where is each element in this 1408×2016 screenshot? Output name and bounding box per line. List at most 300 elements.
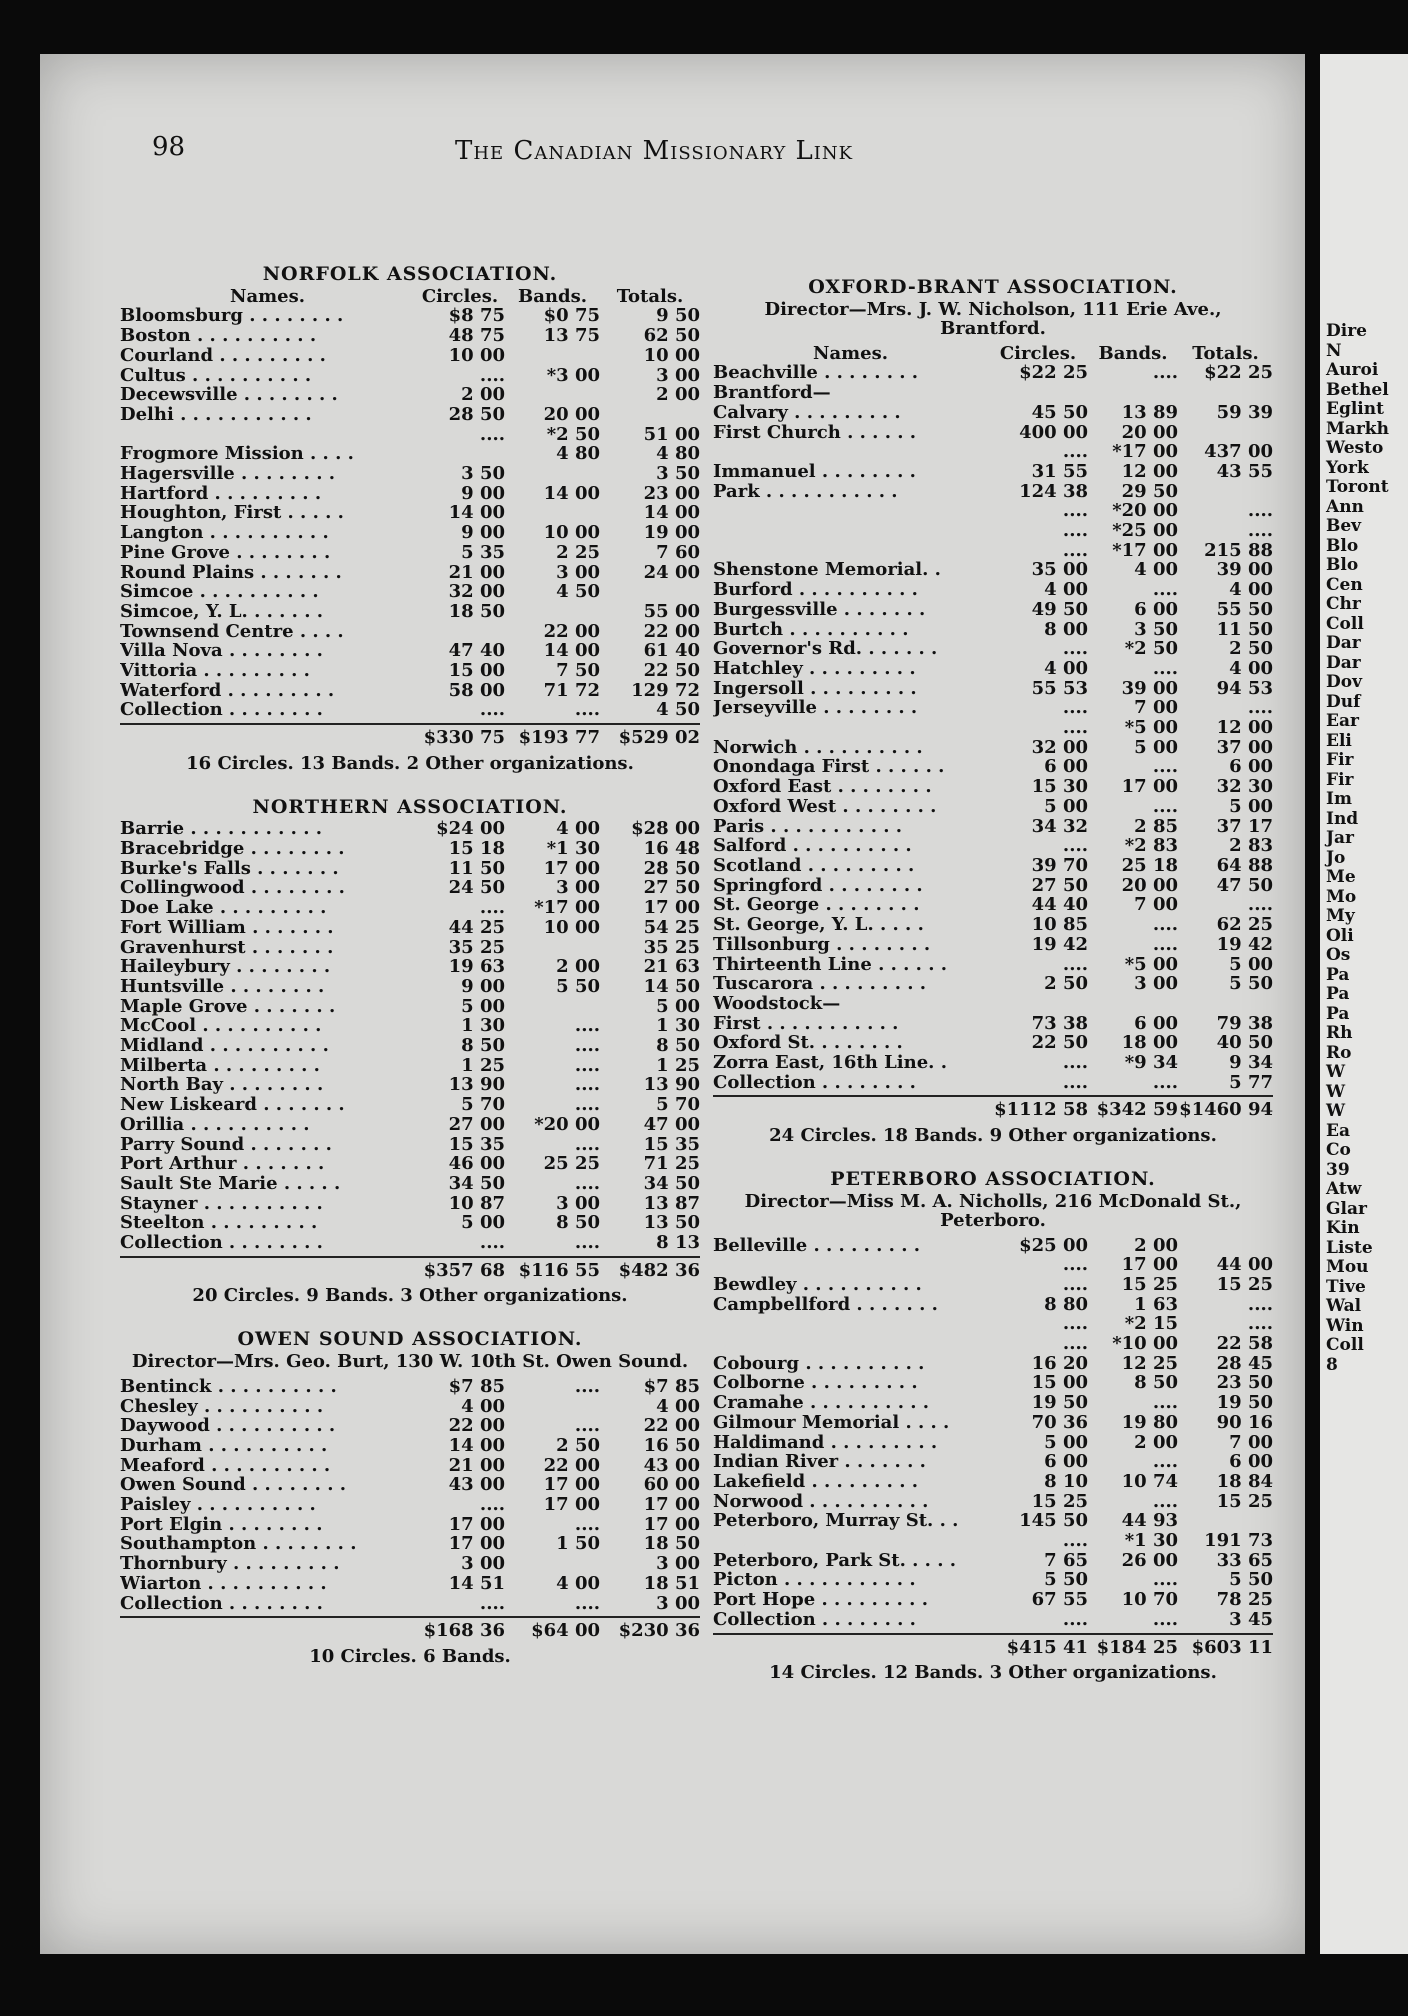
church-name: Houghton, First . . . . . [120, 503, 344, 524]
facing-page-fragment: Duf [1326, 691, 1361, 712]
facing-page-fragment: W [1326, 1062, 1346, 1082]
total-value: $415 41 [1006, 1636, 1088, 1658]
circles-amount: 4 00 [1044, 657, 1088, 679]
circles-amount: 21 00 [448, 1454, 505, 1476]
table-row [120, 977, 700, 997]
bands-amount: 1 63 [1134, 1293, 1178, 1315]
table-row [713, 817, 1273, 837]
association-title: NORTHERN ASSOCIATION. [252, 795, 568, 818]
circles-amount: 15 00 [448, 660, 505, 682]
table-row [120, 839, 700, 859]
church-name: Oxford St. . . . . . . . [713, 1033, 903, 1054]
total-amount: 6 00 [1229, 756, 1273, 778]
table-row [713, 679, 1273, 699]
bands-amount: 17 00 [1121, 776, 1178, 798]
total-amount: 6 00 [1229, 1451, 1273, 1473]
total-amount: 64 88 [1216, 854, 1273, 876]
table-header [120, 287, 700, 307]
total-amount: .... [1247, 520, 1273, 542]
church-name [713, 501, 988, 521]
table-row [120, 425, 700, 445]
total-amount: 32 30 [1216, 776, 1273, 798]
church-name: Boston . . . . . . . . . . [120, 326, 317, 346]
bands-amount: .... [574, 699, 600, 721]
table-row [120, 602, 700, 622]
association-section [120, 1330, 700, 1667]
table-row [713, 541, 1273, 561]
association-section [713, 278, 1273, 1146]
total-amount: 19 50 [1216, 1392, 1273, 1414]
church-name: Collection . . . . . . . . [120, 700, 323, 721]
facing-page-edge [1320, 54, 1408, 1954]
facing-page-fragment: Co [1326, 1140, 1351, 1160]
total-amount: .... [1247, 1313, 1273, 1335]
bands-amount: *17 00 [1112, 539, 1178, 561]
church-name: Zorra East, 16th Line. . [713, 1053, 947, 1073]
circles-amount: .... [479, 699, 505, 721]
table-row [120, 484, 700, 504]
total-amount: 10 00 [643, 344, 700, 366]
total-amount: 2 50 [1229, 638, 1273, 660]
circles-amount: 28 50 [448, 403, 505, 425]
table-row [713, 1334, 1273, 1354]
total-amount: 27 50 [643, 877, 700, 899]
church-name: Midland . . . . . . . . . . [120, 1036, 329, 1056]
circles-amount: $24 00 [436, 818, 505, 840]
circles-amount: 35 00 [1031, 559, 1088, 581]
total-value: $230 36 [618, 1620, 700, 1642]
table-row [713, 895, 1273, 915]
total-amount: 47 00 [643, 1113, 700, 1135]
facing-page-fragment: Dov [1326, 672, 1362, 692]
circles-amount: $8 75 [448, 305, 505, 327]
table-row [713, 1492, 1273, 1512]
column-header: Totals. [1192, 342, 1259, 364]
bands-amount: .... [1152, 756, 1178, 778]
bands-amount: 14 00 [543, 482, 600, 504]
circles-amount: 400 00 [1019, 421, 1088, 443]
circles-amount: .... [1062, 1608, 1088, 1630]
table-row [120, 1475, 700, 1495]
bands-amount: 4 00 [556, 1572, 600, 1594]
church-name: Daywood . . . . . . . . . . [120, 1416, 336, 1436]
church-name: Wiarton . . . . . . . . . . [120, 1573, 327, 1594]
facing-page-fragment: Auroi [1326, 360, 1379, 380]
facing-page-fragment: Oli [1326, 925, 1354, 946]
facing-page-fragment: Liste [1326, 1237, 1373, 1258]
total-rule [120, 723, 700, 725]
table-row [713, 1531, 1273, 1551]
bands-amount: .... [1152, 933, 1178, 955]
table-row [120, 1377, 700, 1397]
table-row [120, 1436, 700, 1456]
church-name: Gravenhurst . . . . . . . [120, 937, 334, 958]
circles-amount: 1 25 [461, 1054, 505, 1076]
association-section [713, 1167, 1273, 1684]
total-amount: 43 00 [643, 1454, 700, 1476]
bands-amount: .... [574, 1133, 600, 1155]
total-amount: 4 00 [1229, 657, 1273, 679]
table-row [120, 938, 700, 958]
table-row [120, 681, 700, 701]
total-amount: 28 50 [643, 857, 700, 879]
church-name: Burke's Falls . . . . . . . [120, 858, 339, 879]
facing-page-fragment: Coll [1326, 613, 1364, 634]
circles-amount: 5 00 [461, 1212, 505, 1234]
bands-amount: 12 00 [1121, 460, 1178, 482]
association-summary: 24 Circles. 18 Bands. 9 Other organizations. [769, 1125, 1217, 1147]
table-row [713, 600, 1273, 620]
total-amount: 78 25 [1216, 1589, 1273, 1611]
church-name: Indian River . . . . . . . [713, 1452, 926, 1472]
table-row [713, 580, 1273, 600]
bands-amount: 8 50 [1134, 1372, 1178, 1394]
table-header [713, 344, 1273, 364]
facing-page-fragment: Mou [1326, 1257, 1369, 1277]
table-row [713, 482, 1273, 502]
bands-amount: .... [1152, 1490, 1178, 1512]
total-amount: 18 50 [643, 1533, 700, 1555]
bands-amount: 12 25 [1121, 1352, 1178, 1374]
table-row [713, 797, 1273, 817]
circles-amount: 48 75 [448, 325, 505, 347]
circles-amount: 34 50 [448, 1172, 505, 1194]
total-amount [600, 405, 700, 425]
column-header: Bands. [1098, 342, 1168, 364]
facing-page-fragment: Fir [1326, 750, 1354, 770]
circles-amount: 15 30 [1031, 776, 1088, 798]
facing-page-fragment: Kin [1326, 1218, 1360, 1238]
bands-amount: *3 00 [546, 364, 600, 386]
church-name: Orillia . . . . . . . . . . [120, 1114, 310, 1135]
bands-amount: .... [574, 1592, 600, 1614]
circles-amount: .... [479, 364, 505, 386]
circles-amount: 9 00 [461, 482, 505, 504]
column-header: Names. [812, 343, 888, 364]
table-row [713, 1452, 1273, 1472]
table-row [713, 777, 1273, 797]
total-amount: 437 00 [1204, 441, 1273, 463]
circles-amount: .... [1062, 717, 1088, 739]
church-name: Haldimand . . . . . . . . . [713, 1432, 938, 1453]
association-title: OXFORD-BRANT ASSOCIATION. [808, 276, 1178, 298]
church-name: Gilmour Memorial . . . . [713, 1412, 950, 1433]
association-summary: 20 Circles. 9 Bands. 3 Other organizations. [192, 1285, 628, 1307]
bands-amount: 10 70 [1121, 1589, 1178, 1611]
bands-amount: .... [574, 1015, 600, 1037]
total-amount: 37 17 [1216, 815, 1273, 837]
bands-amount: *9 34 [1124, 1052, 1178, 1074]
table-row [120, 1115, 700, 1135]
table-row [713, 974, 1273, 994]
table-row [713, 1033, 1273, 1053]
circles-amount: 49 50 [1031, 598, 1088, 620]
table-row [713, 955, 1273, 975]
circles-amount: 46 00 [448, 1153, 505, 1175]
association-summary: 14 Circles. 12 Bands. 3 Other organizations. [769, 1662, 1217, 1684]
table-row [713, 738, 1273, 758]
total-amount: $22 25 [1204, 362, 1273, 384]
totals-row [120, 728, 700, 748]
circles-amount: .... [479, 1592, 505, 1614]
bands-amount: .... [1152, 1071, 1178, 1093]
circles-amount: 5 00 [1044, 795, 1088, 817]
facing-page-fragment: Eglint [1326, 399, 1384, 419]
bands-amount: *17 00 [534, 897, 600, 919]
table-row [713, 1053, 1273, 1073]
bands-amount [505, 1554, 600, 1574]
bands-amount: 3 00 [556, 877, 600, 899]
church-name: Oxford West . . . . . . . . [713, 796, 937, 817]
church-name: Port Arthur . . . . . . . [120, 1154, 325, 1174]
circles-amount: 44 40 [1031, 894, 1088, 916]
table-row [120, 878, 700, 898]
table-row [120, 366, 700, 386]
circles-amount [415, 444, 505, 464]
table-row [713, 1295, 1273, 1315]
total-amount: 4 80 [656, 443, 700, 465]
church-name [713, 1314, 988, 1334]
church-name: Burgessville . . . . . . . [713, 599, 926, 620]
church-name: Decewsville . . . . . . . . [120, 385, 338, 405]
total-amount: 1 25 [656, 1054, 700, 1076]
total-amount: 2 83 [1229, 835, 1273, 857]
circles-amount: 24 50 [448, 877, 505, 899]
association-title: OWEN SOUND ASSOCIATION. [237, 1328, 583, 1351]
circles-amount: 5 35 [461, 541, 505, 563]
table-row [713, 403, 1273, 423]
circles-amount: 145 50 [1019, 1510, 1088, 1532]
total-amount [1178, 1236, 1273, 1256]
bands-amount: 19 80 [1121, 1411, 1178, 1433]
total-amount [1178, 423, 1273, 443]
total-amount: 17 00 [643, 1513, 700, 1535]
bands-amount: 5 00 [1134, 736, 1178, 758]
bands-amount [505, 1397, 600, 1417]
total-amount: 21 63 [643, 956, 700, 978]
circles-amount [988, 994, 1088, 1014]
circles-amount: 6 00 [1044, 756, 1088, 778]
facing-page-fragment: W [1326, 1081, 1346, 1102]
circles-amount: .... [1062, 1530, 1088, 1552]
circles-amount: 8 10 [1044, 1470, 1088, 1492]
bands-amount: 2 00 [1134, 1234, 1178, 1256]
total-amount [1178, 482, 1273, 502]
church-name: Langton . . . . . . . . . . [120, 523, 329, 543]
total-amount: 43 55 [1216, 460, 1273, 482]
church-name: St. George, Y. L. . . . . [713, 915, 924, 935]
circles-amount: 15 25 [1031, 1490, 1088, 1512]
total-amount: 17 00 [643, 1494, 700, 1516]
total-amount: 1 30 [656, 1015, 700, 1037]
circles-amount: 3 50 [461, 463, 505, 485]
table-row [120, 661, 700, 681]
bands-amount: .... [574, 1172, 600, 1194]
church-name: Townsend Centre . . . . [120, 621, 344, 642]
table-row [120, 385, 700, 405]
bands-amount: .... [1152, 1451, 1178, 1473]
church-name: Norwood . . . . . . . . . . [713, 1491, 929, 1512]
facing-page-fragment: Fir [1326, 769, 1354, 790]
bands-amount [505, 385, 600, 405]
circles-amount: 16 20 [1031, 1352, 1088, 1374]
total-amount [1178, 994, 1273, 1014]
church-name: Bracebridge . . . . . . . . [120, 838, 345, 859]
circles-amount: .... [1062, 1313, 1088, 1335]
facing-page-fragment: W [1326, 1101, 1346, 1121]
bands-amount: 17 00 [1121, 1254, 1178, 1276]
table-row [120, 405, 700, 425]
total-amount: 13 87 [643, 1192, 700, 1214]
table-row [120, 622, 700, 642]
church-name: Brantford— [713, 383, 831, 403]
bands-amount: 4 00 [556, 818, 600, 840]
table-row [120, 1233, 700, 1253]
church-name: Lakefield . . . . . . . . . [713, 1471, 919, 1492]
total-value: $116 55 [518, 1259, 600, 1281]
church-name: Stayner . . . . . . . . . . [120, 1193, 323, 1214]
right-column [713, 278, 1273, 1707]
church-name [713, 718, 988, 738]
church-name: Villa Nova . . . . . . . . [120, 641, 323, 662]
bands-amount: 71 72 [543, 679, 600, 701]
bands-amount: 4 00 [1134, 559, 1178, 581]
circles-amount: 70 36 [1031, 1411, 1088, 1433]
table-row [713, 1413, 1273, 1433]
table-row [713, 442, 1273, 462]
bands-amount: .... [1152, 914, 1178, 936]
church-name: Norwich . . . . . . . . . . [713, 737, 923, 758]
bands-amount: 18 00 [1121, 1032, 1178, 1054]
church-name: Calvary . . . . . . . . . [713, 402, 901, 423]
bands-amount: *25 00 [1112, 520, 1178, 542]
circles-amount: 5 00 [461, 995, 505, 1017]
total-amount [1178, 383, 1273, 403]
church-name: Cultus . . . . . . . . . . [120, 365, 312, 386]
page-number: 98 [152, 132, 186, 162]
total-amount: 44 00 [1216, 1254, 1273, 1276]
bands-amount: *5 00 [1124, 953, 1178, 975]
circles-amount: 73 38 [1031, 1012, 1088, 1034]
circles-amount: 34 32 [1031, 815, 1088, 837]
facing-page-fragment: Wal [1326, 1296, 1362, 1316]
circles-amount: 27 00 [448, 1113, 505, 1135]
table-row [120, 1554, 700, 1574]
table-row [713, 1433, 1273, 1453]
table-row [120, 859, 700, 879]
table-row [713, 757, 1273, 777]
facing-page-fragment: Bev [1326, 516, 1362, 536]
total-amount: 5 77 [1229, 1071, 1273, 1093]
total-amount: 37 00 [1216, 736, 1273, 758]
circles-amount: 15 35 [448, 1133, 505, 1155]
church-name [713, 541, 988, 561]
total-amount: 13 50 [643, 1212, 700, 1234]
facing-page-fragment: York [1326, 457, 1369, 478]
bands-amount: 25 25 [543, 1153, 600, 1175]
total-amount: 15 25 [1216, 1490, 1273, 1512]
total-rule [713, 1095, 1273, 1097]
table-row [713, 1551, 1273, 1571]
total-amount: 19 42 [1216, 933, 1273, 955]
table-row [120, 444, 700, 464]
circles-amount: 18 50 [448, 600, 505, 622]
bands-amount: .... [574, 1513, 600, 1535]
church-name: Campbellford . . . . . . . [713, 1294, 938, 1315]
bands-amount: 14 00 [543, 640, 600, 662]
circles-amount: 9 00 [461, 522, 505, 544]
association-section [120, 265, 700, 774]
table-row [120, 523, 700, 543]
church-name: Hagersville . . . . . . . . [120, 464, 336, 484]
facing-page-fragment: Ear [1326, 711, 1359, 731]
facing-page-fragment: Rh [1326, 1023, 1353, 1043]
facing-page-fragment: Markh [1326, 418, 1389, 439]
total-amount: 9 34 [1229, 1052, 1273, 1074]
table-row [713, 1014, 1273, 1034]
total-amount: 55 00 [643, 600, 700, 622]
church-name: Collection . . . . . . . . [713, 1072, 916, 1093]
church-name [713, 1334, 988, 1354]
association-summary: 10 Circles. 6 Bands. [309, 1646, 511, 1667]
church-name: Haileybury . . . . . . . . [120, 957, 331, 977]
table-row [120, 1154, 700, 1174]
circles-amount: 67 55 [1031, 1589, 1088, 1611]
total-amount: 5 50 [1229, 973, 1273, 995]
total-amount: 90 16 [1216, 1411, 1273, 1433]
table-row [713, 1373, 1273, 1393]
facing-page-fragment: Mo [1326, 886, 1357, 907]
bands-amount: *17 00 [1112, 441, 1178, 463]
table-row [120, 543, 700, 563]
bands-amount: 17 00 [543, 1474, 600, 1496]
bands-amount: .... [574, 1054, 600, 1076]
circles-amount: 1 30 [461, 1015, 505, 1037]
bands-amount: 15 25 [1121, 1273, 1178, 1295]
column-header: Totals. [616, 285, 684, 307]
church-name: McCool . . . . . . . . . . [120, 1016, 322, 1037]
circles-amount: $25 00 [1019, 1234, 1088, 1256]
circles-amount: 10 85 [1031, 914, 1088, 936]
circles-amount: 13 90 [448, 1074, 505, 1096]
facing-page-fragment: Pa [1326, 984, 1350, 1004]
total-amount: 54 25 [643, 916, 700, 938]
bands-amount: 4 50 [556, 581, 600, 603]
church-name: Meaford . . . . . . . . . . [120, 1455, 331, 1476]
church-name: Delhi . . . . . . . . . . . [120, 404, 312, 425]
totals-label [120, 728, 415, 748]
total-value: $64 00 [531, 1620, 600, 1642]
church-name: Scotland . . . . . . . . . [713, 855, 915, 876]
church-name [713, 521, 988, 541]
bands-amount: 13 75 [543, 325, 600, 347]
circles-amount: .... [1062, 539, 1088, 561]
bands-amount: 10 00 [543, 522, 600, 544]
totals-label [120, 1621, 415, 1641]
circles-amount: .... [1062, 1273, 1088, 1295]
table-row [120, 1534, 700, 1554]
total-amount: 23 50 [1216, 1372, 1273, 1394]
total-amount: 16 48 [643, 837, 700, 859]
circles-amount: 5 50 [1044, 1569, 1088, 1591]
circles-amount: 15 00 [1031, 1372, 1088, 1394]
facing-page-fragment: Chr [1326, 594, 1361, 614]
circles-amount: 14 00 [448, 1434, 505, 1456]
total-amount: 5 50 [1229, 1569, 1273, 1591]
bands-amount: 29 50 [1121, 480, 1178, 502]
circles-amount: .... [1062, 697, 1088, 719]
table-row [120, 306, 700, 326]
